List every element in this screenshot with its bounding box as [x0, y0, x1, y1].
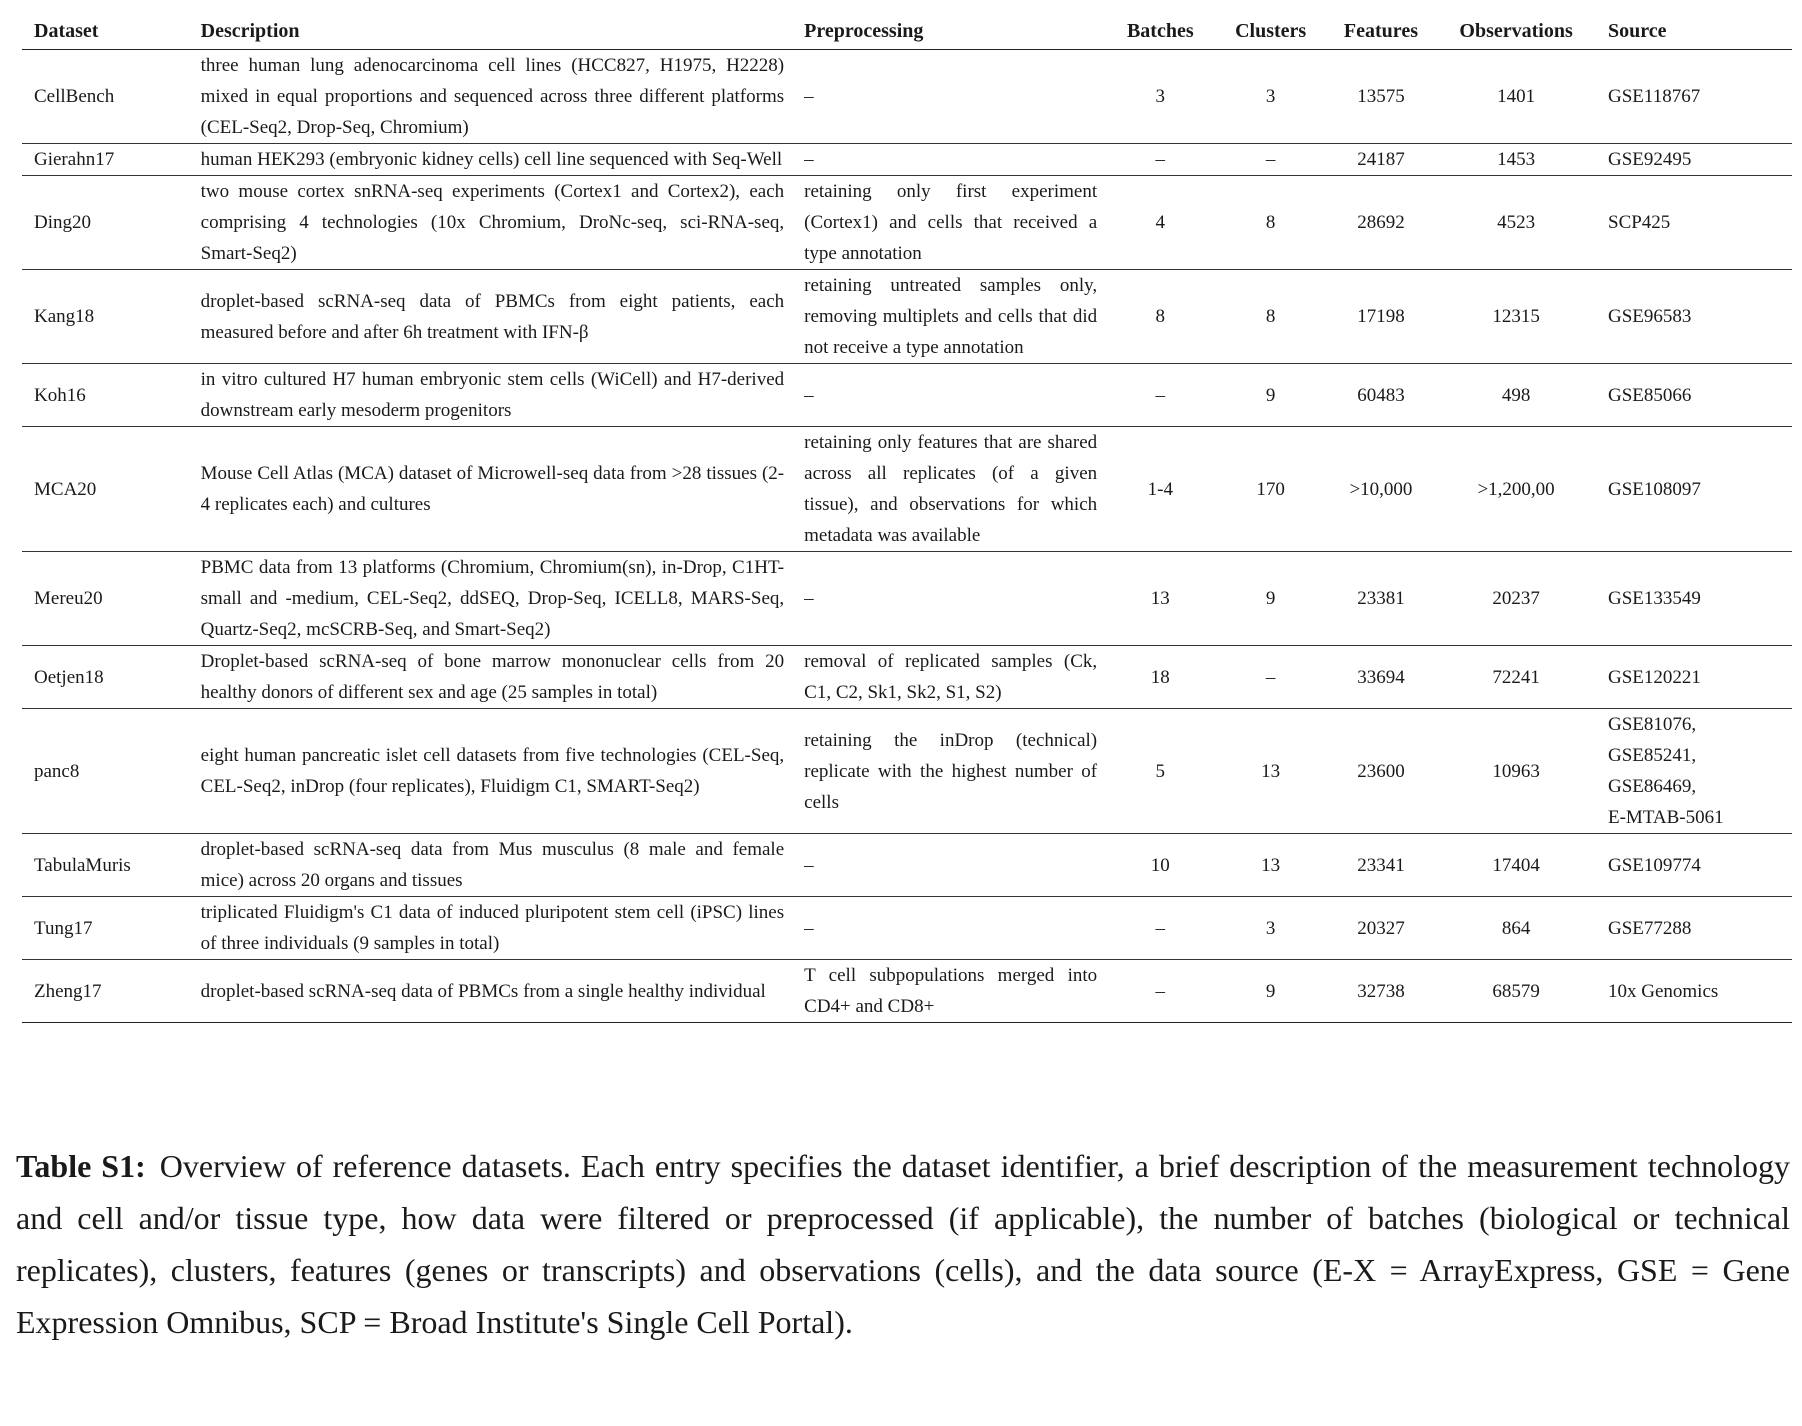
cell-dataset: Ding20	[22, 176, 189, 270]
cell-preprocessing: retaining only first experiment (Cortex1) and cells that received a type annotation	[792, 176, 1105, 270]
cell-description: in vitro cultured H7 human embryonic stem cells (WiCell) and H7-derived downstream early mesoderm progenitors	[189, 364, 793, 427]
cell-preprocessing: removal of replicated samples (Ck, C1, C2, Sk1, Sk2, S1, S2)	[792, 646, 1105, 709]
source-id: GSE85241,	[1608, 745, 1697, 766]
caption-label: Table S1:	[16, 1148, 146, 1184]
cell-batches: –	[1105, 364, 1215, 427]
source-id: GSE133549	[1608, 588, 1701, 609]
cell-clusters: 13	[1215, 834, 1325, 897]
source-id: GSE118767	[1608, 86, 1701, 107]
cell-source	[1596, 144, 1792, 176]
cell-preprocessing: retaining the inDrop (technical) replicate with the highest number of cells	[792, 709, 1105, 834]
source-id: GSE77288	[1608, 917, 1692, 939]
cell-preprocessing: –	[792, 50, 1105, 144]
cell-clusters: 13	[1215, 709, 1325, 834]
cell-observations: 4523	[1436, 176, 1596, 270]
cell-batches: 5	[1105, 709, 1215, 834]
source-id: GSE108097	[1608, 478, 1701, 500]
cell-observations: >1,200,00	[1436, 427, 1596, 552]
cell-clusters: 9	[1215, 552, 1325, 646]
cell-description: triplicated Fluidigm's C1 data of induced pluripotent stem cell (iPSC) lines of three individuals (9 samples in total)	[189, 897, 793, 960]
cell-dataset: Mereu20	[22, 552, 189, 646]
table-row	[22, 50, 1792, 144]
source-id: GSE109774	[1608, 854, 1701, 876]
source-id: GSE96583	[1608, 306, 1692, 327]
header-features: Features	[1326, 14, 1436, 50]
header-observations: Observations	[1436, 14, 1596, 50]
cell-observations: 10963	[1436, 709, 1596, 834]
table-row	[22, 552, 1792, 646]
cell-batches: –	[1105, 897, 1215, 960]
cell-features: 24187	[1326, 144, 1436, 176]
header-dataset: Dataset	[22, 14, 189, 50]
cell-preprocessing: –	[792, 552, 1105, 646]
cell-observations: 498	[1436, 364, 1596, 427]
cell-features: 23600	[1326, 709, 1436, 834]
cell-observations: 12315	[1436, 270, 1596, 364]
table-row	[22, 834, 1792, 897]
cell-preprocessing: retaining only features that are shared across all replicates (of a given tissue), and observations for which metadata was available	[792, 427, 1105, 552]
cell-clusters: –	[1215, 144, 1325, 176]
table-caption	[16, 1140, 1790, 1348]
cell-features: 32738	[1326, 960, 1436, 1023]
cell-clusters: 9	[1215, 960, 1325, 1023]
cell-source	[1596, 364, 1792, 427]
cell-dataset: Gierahn17	[22, 144, 189, 176]
source-id: E-MTAB-5061	[1608, 807, 1724, 828]
cell-preprocessing: –	[792, 834, 1105, 897]
cell-preprocessing: retaining untreated samples only, removing multiplets and cells that did not receive a type annotation	[792, 270, 1105, 364]
cell-description: Droplet-based scRNA-seq of bone marrow mononuclear cells from 20 healthy donors of different sex and age (25 samples in total)	[189, 646, 793, 709]
cell-batches: –	[1105, 960, 1215, 1023]
cell-source	[1596, 552, 1792, 646]
table-row	[22, 427, 1792, 552]
cell-source	[1596, 176, 1792, 270]
cell-preprocessing: T cell subpopulations merged into CD4+ and CD8+	[792, 960, 1105, 1023]
table-row	[22, 897, 1792, 960]
table-header-row	[22, 14, 1792, 50]
cell-description: three human lung adenocarcinoma cell lines (HCC827, H1975, H2228) mixed in equal proportions and sequenced across three different platforms (CEL-Seq2, Drop-Seq, Chromium)	[189, 50, 793, 144]
cell-clusters: 3	[1215, 50, 1325, 144]
cell-observations: 20237	[1436, 552, 1596, 646]
source-id: GSE85066	[1608, 384, 1692, 406]
cell-source	[1596, 709, 1792, 834]
cell-source	[1596, 270, 1792, 364]
cell-description: droplet-based scRNA-seq data from Mus musculus (8 male and female mice) across 20 organs and tissues	[189, 834, 793, 897]
cell-batches: 18	[1105, 646, 1215, 709]
cell-source	[1596, 50, 1792, 144]
source-id: GSE86469,	[1608, 776, 1697, 797]
cell-observations: 17404	[1436, 834, 1596, 897]
cell-clusters: 3	[1215, 897, 1325, 960]
cell-batches: 8	[1105, 270, 1215, 364]
cell-source	[1596, 834, 1792, 897]
cell-description: eight human pancreatic islet cell datasets from five technologies (CEL-Seq, CEL-Seq2, inDrop (four replicates), Fluidigm C1, SMART-Seq2)	[189, 709, 793, 834]
cell-preprocessing: –	[792, 144, 1105, 176]
cell-description: Mouse Cell Atlas (MCA) dataset of Microwell-seq data from >28 tissues (2-4 replicates each) and cultures	[189, 427, 793, 552]
cell-dataset: Zheng17	[22, 960, 189, 1023]
cell-dataset: Tung17	[22, 897, 189, 960]
cell-dataset: TabulaMuris	[22, 834, 189, 897]
cell-features: 28692	[1326, 176, 1436, 270]
cell-batches: 10	[1105, 834, 1215, 897]
cell-batches: 1-4	[1105, 427, 1215, 552]
source-id: GSE120221	[1608, 666, 1701, 688]
cell-dataset: panc8	[22, 709, 189, 834]
table-row	[22, 960, 1792, 1023]
cell-features: 17198	[1326, 270, 1436, 364]
cell-observations: 1401	[1436, 50, 1596, 144]
header-clusters: Clusters	[1215, 14, 1325, 50]
cell-features: 33694	[1326, 646, 1436, 709]
cell-source	[1596, 960, 1792, 1023]
cell-clusters: 8	[1215, 270, 1325, 364]
cell-source	[1596, 646, 1792, 709]
cell-description: droplet-based scRNA-seq data of PBMCs from a single healthy individual	[189, 960, 793, 1023]
cell-source	[1596, 427, 1792, 552]
table-row	[22, 144, 1792, 176]
cell-description: two mouse cortex snRNA-seq experiments (Cortex1 and Cortex2), each comprising 4 technologies (10x Chromium, DroNc-seq, sci-RNA-seq, Smart-Seq2)	[189, 176, 793, 270]
cell-observations: 864	[1436, 897, 1596, 960]
cell-clusters: 9	[1215, 364, 1325, 427]
table-row	[22, 176, 1792, 270]
cell-description: human HEK293 (embryonic kidney cells) cell line sequenced with Seq-Well	[189, 144, 793, 176]
cell-dataset: Oetjen18	[22, 646, 189, 709]
source-id: SCP425	[1608, 212, 1671, 233]
source-id: 10x Genomics	[1608, 980, 1719, 1002]
cell-features: >10,000	[1326, 427, 1436, 552]
cell-dataset: CellBench	[22, 50, 189, 144]
cell-features: 60483	[1326, 364, 1436, 427]
cell-features: 23381	[1326, 552, 1436, 646]
cell-batches: 4	[1105, 176, 1215, 270]
cell-dataset: Koh16	[22, 364, 189, 427]
cell-preprocessing: –	[792, 897, 1105, 960]
header-preprocessing: Preprocessing	[792, 14, 1105, 50]
cell-preprocessing: –	[792, 364, 1105, 427]
cell-observations: 68579	[1436, 960, 1596, 1023]
cell-observations: 1453	[1436, 144, 1596, 176]
table-row	[22, 270, 1792, 364]
header-batches: Batches	[1105, 14, 1215, 50]
header-description: Description	[189, 14, 793, 50]
cell-features: 23341	[1326, 834, 1436, 897]
table-container	[22, 14, 1792, 1023]
reference-datasets-table	[22, 14, 1792, 1023]
cell-features: 20327	[1326, 897, 1436, 960]
cell-batches: 3	[1105, 50, 1215, 144]
cell-source	[1596, 897, 1792, 960]
cell-batches: –	[1105, 144, 1215, 176]
cell-clusters: 8	[1215, 176, 1325, 270]
cell-dataset: MCA20	[22, 427, 189, 552]
cell-clusters: –	[1215, 646, 1325, 709]
cell-batches: 13	[1105, 552, 1215, 646]
table-body	[22, 50, 1792, 1023]
table-row	[22, 709, 1792, 834]
cell-features: 13575	[1326, 50, 1436, 144]
caption-text: Overview of reference datasets. Each entry specifies the dataset identifier, a brief description of the measurement technology and cell and/or tissue type, how data were filtered or preprocessed (if applicable), the number of batches (biological or technical replicates), clusters, features (genes or transcripts) and observations (cells), and the data source (E-X = ArrayExpress, GSE = Gene Expression Omnibus, SCP = Broad Institute's Single Cell Portal).	[16, 1148, 1791, 1340]
table-row	[22, 364, 1792, 427]
cell-description: PBMC data from 13 platforms (Chromium, Chromium(sn), in-Drop, C1HT-small and -medium, CEL-Seq2, ddSEQ, Drop-Seq, ICELL8, MARS-Seq, Quartz-Seq2, mcSCRB-Seq, and Smart-Seq2)	[189, 552, 793, 646]
cell-description: droplet-based scRNA-seq data of PBMCs from eight patients, each measured before and after 6h treatment with IFN-β	[189, 270, 793, 364]
source-id: GSE81076,	[1608, 714, 1697, 735]
cell-observations: 72241	[1436, 646, 1596, 709]
table-row	[22, 646, 1792, 709]
source-id: GSE92495	[1608, 149, 1692, 170]
cell-clusters: 170	[1215, 427, 1325, 552]
cell-dataset: Kang18	[22, 270, 189, 364]
header-source: Source	[1596, 14, 1792, 50]
